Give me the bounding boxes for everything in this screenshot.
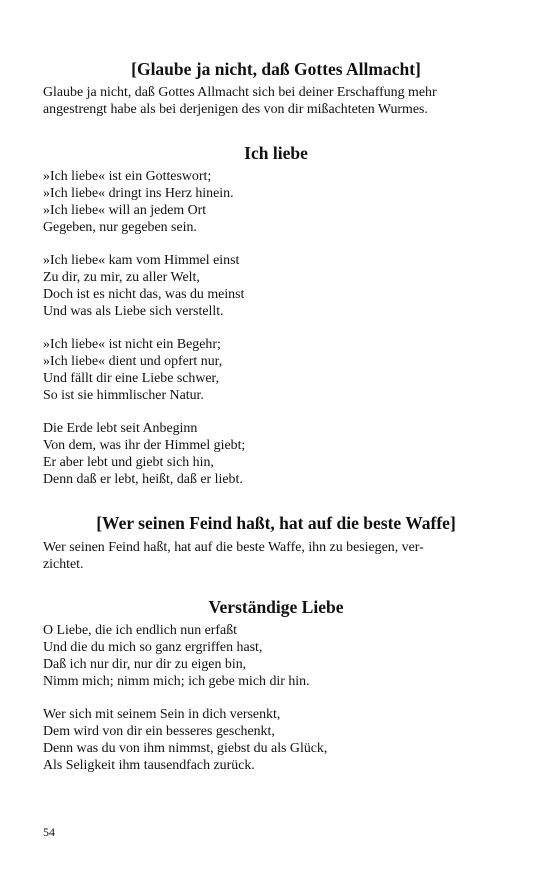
verse-line: Nimm mich; nimm mich; ich gebe mich dir hin. (43, 674, 310, 689)
verse-line: O Liebe, die ich endlich nun erfaßt (43, 623, 238, 638)
section-title: Verständige Liebe (208, 597, 344, 617)
stanza (43, 168, 509, 236)
page-number: 54 (43, 825, 55, 839)
prose-paragraph (43, 539, 509, 573)
poem (43, 168, 509, 488)
stanza (43, 622, 509, 690)
verse-line: Die Erde lebt seit Anbeginn (43, 421, 198, 436)
verse-line: »Ich liebe« will an jedem Ort (43, 203, 207, 218)
poem (43, 622, 509, 774)
verse-line: Wer sich mit seinem Sein in dich versenkt, (43, 707, 281, 722)
verse-line: Doch ist es nicht das, was du meinst (43, 287, 245, 302)
verse-line: Und fällt dir eine Liebe schwer, (43, 371, 220, 386)
verse-line: Und was als Liebe sich verstellt. (43, 304, 224, 319)
prose-line: Wer seinen Feind haßt, hat auf die beste Waffe, ihn zu besiegen, ver- (43, 540, 424, 555)
verse-line: Als Seligkeit ihm tausendfach zurück. (43, 758, 255, 773)
stanza (43, 252, 509, 320)
verse-line: So ist sie himmlischer Natur. (43, 388, 204, 403)
verse-line: Zu dir, zu mir, zu aller Welt, (43, 270, 200, 285)
verse-line: Daß ich nur dir, nur dir zu eigen bin, (43, 657, 247, 672)
verse-line: Gegeben, nur gegeben sein. (43, 220, 197, 235)
prose-paragraph (43, 84, 509, 118)
stanza (43, 336, 509, 404)
prose-line: angestrengt habe als bei derjenigen des von dir mißachteten Wurmes. (43, 102, 428, 117)
verse-line: »Ich liebe« kam vom Himmel einst (43, 253, 240, 268)
verse-line: »Ich liebe« ist ein Gotteswort; (43, 169, 212, 184)
section-title: [Glaube ja nicht, daß Gottes Allmacht] (131, 59, 421, 79)
verse-line: Denn daß er lebt, heißt, daß er liebt. (43, 472, 243, 487)
verse-line: »Ich liebe« dient und opfert nur, (43, 354, 223, 369)
stanza (43, 420, 509, 488)
stanza (43, 706, 509, 774)
verse-line: Er aber lebt und giebt sich hin, (43, 455, 214, 470)
verse-line: Von dem, was ihr der Himmel giebt; (43, 438, 246, 453)
verse-line: Und die du mich so ganz ergriffen hast, (43, 640, 263, 655)
section-title: [Wer seinen Feind haßt, hat auf die beste Waffe] (96, 513, 456, 533)
verse-line: »Ich liebe« ist nicht ein Begehr; (43, 337, 221, 352)
prose-line: zichtet. (43, 557, 84, 572)
verse-line: Dem wird von dir ein besseres geschenkt, (43, 724, 275, 739)
prose-line: Glaube ja nicht, daß Gottes Allmacht sich bei deiner Erschaffung mehr (43, 85, 437, 100)
verse-line: Denn was du von ihm nimmst, giebst du als Glück, (43, 741, 328, 756)
verse-line: »Ich liebe« dringt ins Herz hinein. (43, 186, 234, 201)
section-title: Ich liebe (244, 143, 308, 163)
